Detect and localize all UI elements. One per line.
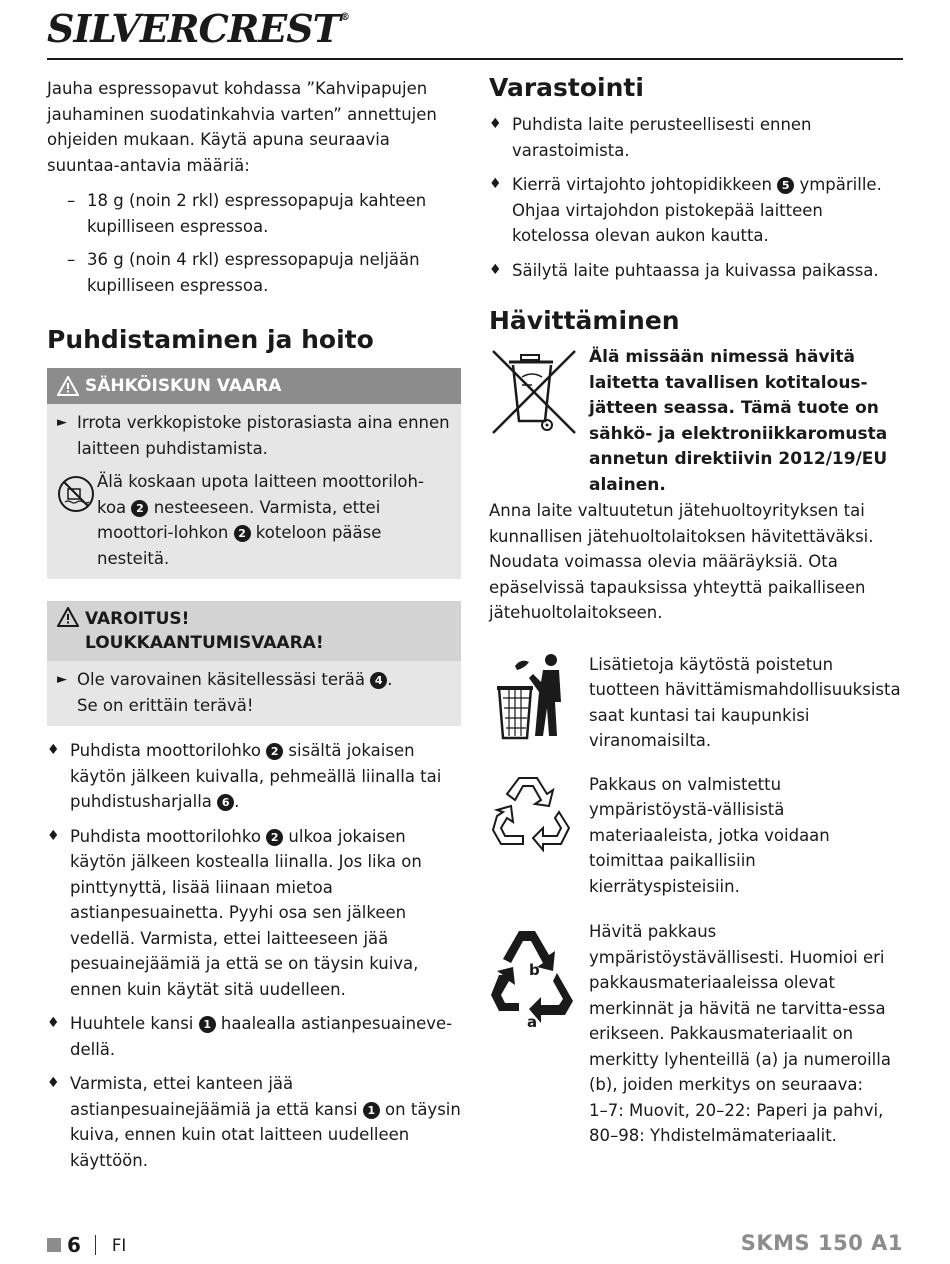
packaging-codes: 80–98: Yhdistelmämateriaalit. xyxy=(589,1126,837,1145)
model-number: SKMS 150 A1 xyxy=(740,1231,903,1255)
no-immerse-text: Älä koskaan upota laitteen moottoriloh-koa 2 nesteeseen. Varmista, ettei moottori-lohkon 2 koteloon pääse nesteitä. xyxy=(97,472,424,568)
list-item: ♦ Puhdista moottorilohko 2 ulkoa jokaisen käytön jälkeen kostealla liinalla. Jos lika on pinttynyttä, lisää liinaan mietoa astianpesuainetta. Pyyhi osa sen jälkeen vedellä. Varmista, ettei laitteeseen jää pesuainejäämiä ja että se on täysin kuiva, ennen kuin käytät sitä uudelleen. xyxy=(47,824,461,1003)
cleaning-steps xyxy=(47,738,461,1173)
recycling-arrows-icon xyxy=(489,772,575,852)
warning-box-electric xyxy=(47,368,461,579)
no-immerse-row xyxy=(57,469,451,571)
warning-title: VAROITUS! LOUKKAANTUMISVAARA! xyxy=(85,609,324,653)
number-badge: 2 xyxy=(266,829,283,846)
tidyman-bin-icon xyxy=(489,652,569,742)
code-label-b: b xyxy=(529,961,540,979)
warning-body xyxy=(47,404,461,579)
list-item: ♦ Puhdista laite perusteellisesti ennen varastoimista. xyxy=(489,112,903,163)
storage-steps xyxy=(489,112,903,283)
list-item: ♦ Säilytä laite puhtaassa ja kuivassa paikassa. xyxy=(489,258,903,284)
brand-logo: SILVERCREST® xyxy=(47,6,349,51)
packaging-text: Hävitä pakkaus ympäristöystävällisesti. Huomioi eri pakkausmateriaaleissa olevat merkinnät ja hävitä ne tarvitta-essa erikseen. Pakkausmateriaalit on merkitty lyhenteillä (a) ja numeroilla (b), joiden merkitys on seuraava: xyxy=(589,922,891,1094)
number-badge: 1 xyxy=(363,1102,380,1119)
warning-item: ► Irrota verkkopistoke pistorasiasta aina ennen laitteen puhdistamista. xyxy=(57,410,451,461)
section-heading-disposal: Hävittäminen xyxy=(489,306,680,335)
list-item: – 36 g (noin 4 rkl) espressopapuja neljään kupilliseen espressoa. xyxy=(67,247,461,298)
warning-header xyxy=(47,368,461,404)
number-badge: 2 xyxy=(234,525,251,542)
left-column xyxy=(47,72,461,1182)
bin-row xyxy=(489,652,903,754)
warning-item: ► Ole varovainen käsitellessäsi terää 4 . Se on erittäin terävä! xyxy=(57,667,451,718)
arrow-icon: ► xyxy=(57,672,67,687)
warning-box-injury xyxy=(47,601,461,726)
list-item: – 18 g (noin 2 rkl) espressopapuja kahteen kupilliseen espressoa. xyxy=(67,188,461,239)
number-badge: 4 xyxy=(370,672,387,689)
list-item: ♦ Varmista, ettei kanteen jää astianpesuainejäämiä ja että kansi 1 on täysin kuiva, ennen kuin otat laitteen uudelleen käyttöön. xyxy=(47,1071,461,1173)
bin-text: Lisätietoja käytöstä poistetun tuotteen hävittämismahdollisuuksista saat kuntasi tai kaupunkisi viranomaisilta. xyxy=(589,654,901,750)
packaging-row xyxy=(489,919,903,1149)
intro-text: Jauha espressopavut kohdassa ”Kahvipapujen jauhaminen suodatinkahvia varten” annettujen ohjeiden mukaan. Käytä apuna seuraavia suuntaa-antavia määriä: xyxy=(47,79,437,175)
amount-list xyxy=(67,188,461,298)
recycle-row xyxy=(489,772,903,900)
arrow-icon: ► xyxy=(57,415,67,430)
weee-warning-text: Älä missään nimessä hävitä laitetta tavallisen kotitalous-jätteen seassa. Tämä tuote on sähkö- ja elektroniikkaromusta annetun direktiivin 2012/19/EU alainen. xyxy=(589,347,888,495)
section-heading-cleaning: Puhdistaminen ja hoito xyxy=(47,325,374,354)
list-item: ♦ Puhdista moottorilohko 2 sisältä jokaisen käytön jälkeen kuivalla, pehmeällä liinalla tai puhdistusharjalla 6 . xyxy=(47,738,461,815)
warning-body xyxy=(47,661,461,726)
right-column xyxy=(489,72,903,1149)
warning-header xyxy=(47,601,461,661)
section-heading-storage: Varastointi xyxy=(489,73,644,102)
packaging-codes: 1–7: Muovit, 20–22: Paperi ja pahvi, xyxy=(589,1100,884,1120)
recycling-code-icon xyxy=(489,919,579,1029)
list-item: ♦ Kierrä virtajohto johtopidikkeen 5 ympärille. Ohjaa virtajohdon pistokepää laitteen kotelossa olevan aukon kautta. xyxy=(489,172,903,249)
weee-text: Anna laite valtuutetun jätehuoltoyrityksen tai kunnallisen jätehuoltolaitoksen hävitettäväksi. Noudata voimassa olevia määräyksiä. Ota epäselvissä tapauksissa yhteyttä paikalliseen jätehuoltolaitokseen. xyxy=(489,501,874,622)
number-badge: 2 xyxy=(266,743,283,760)
warning-triangle-icon xyxy=(57,607,79,627)
code-label-a: a xyxy=(527,1013,538,1029)
number-badge: 1 xyxy=(199,1016,216,1033)
page-footer xyxy=(47,1232,126,1258)
crossed-out-bin-icon xyxy=(489,345,579,437)
weee-row xyxy=(489,345,903,498)
footer-divider xyxy=(95,1235,96,1255)
no-immersion-icon xyxy=(57,475,95,513)
footer-square-icon xyxy=(47,1238,61,1252)
number-badge: 5 xyxy=(777,177,794,194)
page-header xyxy=(47,4,903,60)
number-badge: 6 xyxy=(217,794,234,811)
number-badge: 2 xyxy=(131,500,148,517)
warning-title: SÄHKÖISKUN VAARA xyxy=(85,376,282,396)
warning-triangle-icon xyxy=(57,376,79,396)
language-code: FI xyxy=(111,1235,127,1255)
list-item: ♦ Huuhtele kansi 1 haalealla astianpesuaineve-dellä. xyxy=(47,1011,461,1062)
recycle-text: Pakkaus on valmistettu ympäristöystä-vällisistä materiaaleista, jotka voidaan toimittaa paikallisiin kierrätyspisteisiin. xyxy=(589,774,830,896)
packaging-text-block xyxy=(589,919,903,1149)
page-number: 6 xyxy=(67,1233,81,1257)
